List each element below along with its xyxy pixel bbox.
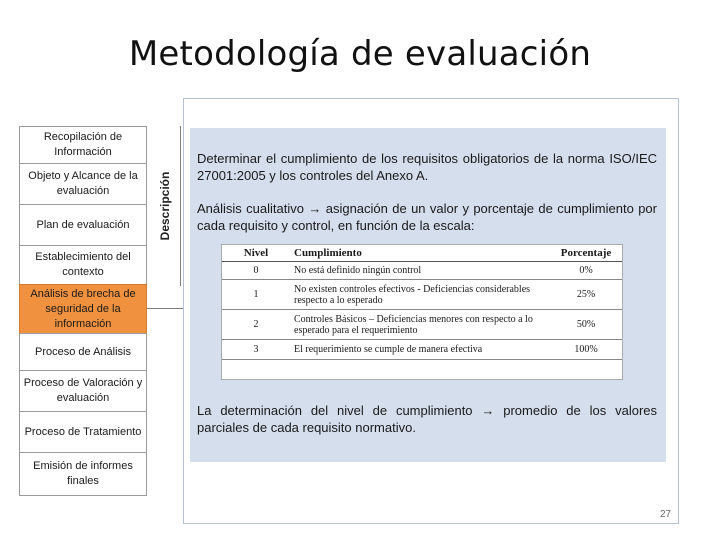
table-row bbox=[222, 262, 622, 280]
row-porcentaje: 50% bbox=[550, 310, 622, 340]
page-number: 27 bbox=[660, 509, 672, 520]
row-porcentaje: 100% bbox=[550, 340, 622, 360]
header-nivel: Nivel bbox=[222, 245, 290, 262]
header-porcentaje: Porcentaje bbox=[550, 245, 622, 262]
row-nivel: 1 bbox=[222, 280, 290, 310]
row-cumplimiento: El requerimiento se cumple de manera efectiva bbox=[290, 340, 550, 360]
slide-title: Metodología de evaluación bbox=[128, 34, 592, 74]
compliance-scale-table-box bbox=[221, 244, 623, 380]
step-emision-informes[interactable]: Emisión de informes finales bbox=[19, 452, 147, 496]
header-cumplimiento: Cumplimiento bbox=[290, 245, 550, 262]
panel-paragraph-1: Determinar el cumplimiento de los requisitos obligatorios de la norma ISO/IEC 27001:2005 y los controles del Anexo A. bbox=[197, 151, 657, 183]
step-establecimiento-contexto[interactable]: Establecimiento del contexto bbox=[19, 245, 147, 285]
step-plan-evaluacion[interactable]: Plan de evaluación bbox=[19, 204, 147, 246]
connector-line bbox=[147, 308, 183, 309]
panel-paragraph-2: Análisis cualitativo → asignación de un valor y porcentaje de cumplimiento por cada requisito y control, en función de la escala: bbox=[197, 201, 657, 233]
row-cumplimiento: Controles Básicos – Deficiencias menores con respecto a lo esperado para el requerimiento bbox=[290, 310, 550, 340]
table-row bbox=[222, 310, 622, 340]
panel-paragraph-3: La determinación del nivel de cumplimiento → promedio de los valores parciales de cada requisito normativo. bbox=[197, 403, 657, 435]
row-nivel: 3 bbox=[222, 340, 290, 360]
description-label: Descripción bbox=[158, 171, 172, 241]
row-cumplimiento: No existen controles efectivos - Deficiencias considerables respecto a lo esperado bbox=[290, 280, 550, 310]
step-valoracion-evaluacion[interactable]: Proceso de Valoración y evaluación bbox=[19, 370, 147, 412]
row-porcentaje: 25% bbox=[550, 280, 622, 310]
description-label-box bbox=[150, 126, 181, 286]
step-objeto-alcance[interactable]: Objeto y Alcance de la evaluación bbox=[19, 163, 147, 205]
row-cumplimiento: No está definido ningún control bbox=[290, 262, 550, 280]
step-proceso-analisis[interactable]: Proceso de Análisis bbox=[19, 333, 147, 371]
compliance-scale-table bbox=[222, 245, 622, 360]
step-analisis-brecha[interactable]: Análisis de brecha de seguridad de la información bbox=[19, 284, 147, 334]
table-row bbox=[222, 340, 622, 360]
row-porcentaje: 0% bbox=[550, 262, 622, 280]
step-tratamiento[interactable]: Proceso de Tratamiento bbox=[19, 411, 147, 453]
table-header-row bbox=[222, 245, 622, 262]
row-nivel: 0 bbox=[222, 262, 290, 280]
step-recopilacion[interactable]: Recopilación de Información bbox=[19, 126, 147, 164]
table-row bbox=[222, 280, 622, 310]
row-nivel: 2 bbox=[222, 310, 290, 340]
